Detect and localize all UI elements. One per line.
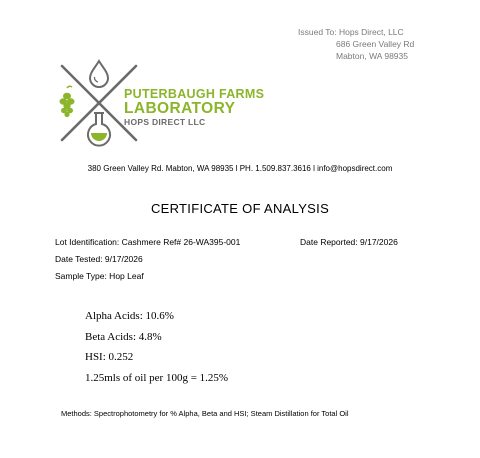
result-alpha-acids: Alpha Acids: 10.6%: [85, 310, 174, 322]
date-reported: Date Reported: 9/17/2026: [300, 237, 398, 247]
logo-name-line1: PUTERBAUGH FARMS: [124, 87, 265, 101]
methods-note: Methods: Spectrophotometry for % Alpha, Beta and HSI; Steam Distillation for Total Oil: [61, 409, 349, 418]
hop-cone-icon: [60, 86, 75, 117]
result-hsi: HSI: 0.252: [85, 351, 134, 363]
logo-name-line2: LABORATORY: [124, 100, 236, 117]
issued-to-city: Mabton, WA 98935: [336, 51, 408, 61]
result-oil: 1.25mls of oil per 100g = 1.25%: [85, 371, 229, 384]
lot-identification: Lot Identification: Cashmere Ref# 26-WA395-001: [55, 237, 241, 247]
page-title: CERTIFICATE OF ANALYSIS: [150, 201, 330, 216]
lab-address-line: 380 Green Valley Rd. Mabton, WA 98935 l PH. 1.509.837.3616 l info@hopsdirect.com: [87, 164, 393, 173]
lab-logo-text: [124, 88, 264, 128]
result-beta-acids: Beta Acids: 4.8%: [85, 330, 162, 343]
issued-to-line: Issued To: Hops Direct, LLC: [298, 27, 404, 37]
date-tested: Date Tested: 9/17/2026: [55, 254, 143, 264]
issued-to-street: 686 Green Valley Rd: [336, 39, 415, 49]
results-list: [85, 310, 228, 392]
lab-flask-icon: [88, 113, 110, 146]
sample-type: Sample Type: Hop Leaf: [55, 271, 144, 281]
water-drop-icon: [90, 61, 108, 87]
logo-name-line3: HOPS DIRECT LLC: [124, 117, 206, 127]
